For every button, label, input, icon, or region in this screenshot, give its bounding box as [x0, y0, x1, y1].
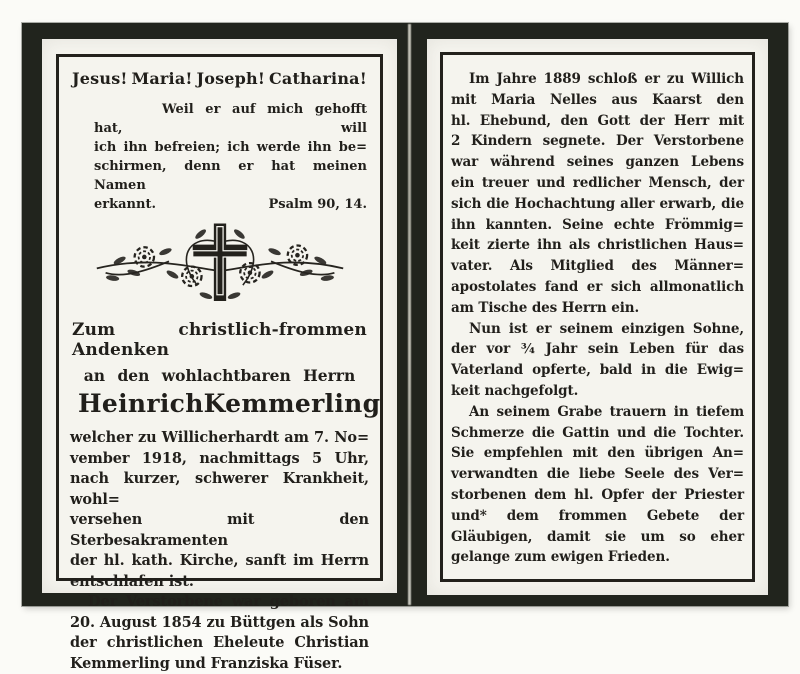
psalm-attribution: Psalm 90, 14. [269, 195, 368, 214]
text-line: war während seines ganzen Lebens [451, 152, 744, 173]
text-line: schirmen, denn er hat meinen Namen [94, 157, 367, 195]
mourning-family-paragraph [451, 402, 744, 568]
text-line: und* dem frommen Gebete der [451, 506, 744, 527]
text-line: ich ihn befreien; ich werde ihn be= [94, 138, 367, 157]
text-line: 20. August 1854 zu Büttgen als Sohn [70, 613, 369, 634]
text-line: Im Jahre 1889 schloß er zu Willich [451, 69, 744, 90]
card-fold-line [408, 24, 411, 605]
deceased-first-name: Heinrich [78, 389, 204, 418]
honorific-line: an den wohlachtbaren Herrn [70, 366, 369, 385]
right-page [427, 39, 768, 595]
text-line: der hl. kath. Kirche, sanft im Herrn [70, 551, 369, 572]
text-line: 2 Kindern segnete. Der Verstorbene [451, 131, 744, 152]
psalm-quote-last-line [94, 195, 367, 214]
invocation-maria: Maria! [131, 69, 192, 88]
text-line: Schmerze die Gattin und die Tochter. [451, 423, 744, 444]
psalm-quote-closing-word: erkannt. [94, 195, 156, 214]
text-line: Sie empfehlen mit den übrigen An= [451, 443, 744, 464]
text-line: storbenen dem hl. Opfer der Priester [451, 485, 744, 506]
text-line: hl. Ehebund, den Gott der Herr mit [451, 111, 744, 132]
text-line: am Tische des Herrn ein. [451, 298, 744, 319]
text-line: der vor ¾ Jahr sein Leben für das [451, 339, 744, 360]
psalm-quote-lines [94, 100, 367, 195]
text-line: Kemmerling und Franziska Füser. [70, 654, 369, 674]
cross-with-roses-icon [86, 220, 354, 308]
text-line: verwandten die liebe Seele des Ver= [451, 464, 744, 485]
right-page-frame [440, 52, 755, 582]
text-line: keit nachgefolgt. [451, 381, 744, 402]
invocation-catharina: Catharina! [269, 69, 367, 88]
memorial-heading: Zum christlich-frommen Andenken [72, 320, 367, 360]
text-line: entschlafen ist. [70, 572, 369, 593]
text-line: versehen mit den Sterbesakramenten [70, 510, 369, 551]
text-line: Weil er auf mich gehofft hat, will [94, 100, 367, 138]
text-line: ihn kannten. Seine echte Frömmig= [451, 215, 744, 236]
memorial-card [22, 23, 788, 606]
left-page-frame [56, 54, 383, 581]
death-details-paragraph [70, 428, 369, 592]
deceased-name [78, 389, 361, 418]
left-page [42, 39, 397, 593]
psalm-quote [94, 100, 367, 214]
text-line: apostolates fand er sich allmonatlich [451, 277, 744, 298]
text-line: mit Maria Nelles aus Kaarst den [451, 90, 744, 111]
text-line: nach kurzer, schwerer Krankheit, wohl= [70, 469, 369, 510]
cross-ornament [70, 220, 369, 308]
marriage-life-paragraph [451, 69, 744, 319]
text-line: gelange zum ewigen Frieden. [451, 547, 744, 568]
text-line: Gläubigen, damit sie um so eher [451, 527, 744, 548]
invocation-jesus: Jesus! [72, 69, 128, 88]
invocation-line [72, 69, 367, 88]
text-line: keit zierte ihn als christlichen Haus= [451, 235, 744, 256]
deceased-last-name: Kemmerling [204, 389, 381, 418]
text-line: welcher zu Willicherhardt am 7. No= [70, 428, 369, 449]
son-sacrifice-paragraph [451, 319, 744, 402]
birth-details-paragraph [70, 592, 369, 674]
text-line: Der Verstorbene war geboren am [70, 592, 369, 613]
text-line: vember 1918, nachmittags 5 Uhr, [70, 449, 369, 470]
text-line: An seinem Grabe trauern in tiefem [451, 402, 744, 423]
text-line: Vaterland opferte, bald in die Ewig= [451, 360, 744, 381]
text-line: ein treuer und redlicher Mensch, der [451, 173, 744, 194]
invocation-joseph: Joseph! [196, 69, 265, 88]
text-line: sich die Hochachtung aller erwarb, die [451, 194, 744, 215]
text-line: Nun ist er seinem einzigen Sohne, [451, 319, 744, 340]
text-line: vater. Als Mitglied des Männer= [451, 256, 744, 277]
text-line: der christlichen Eheleute Christian [70, 633, 369, 654]
